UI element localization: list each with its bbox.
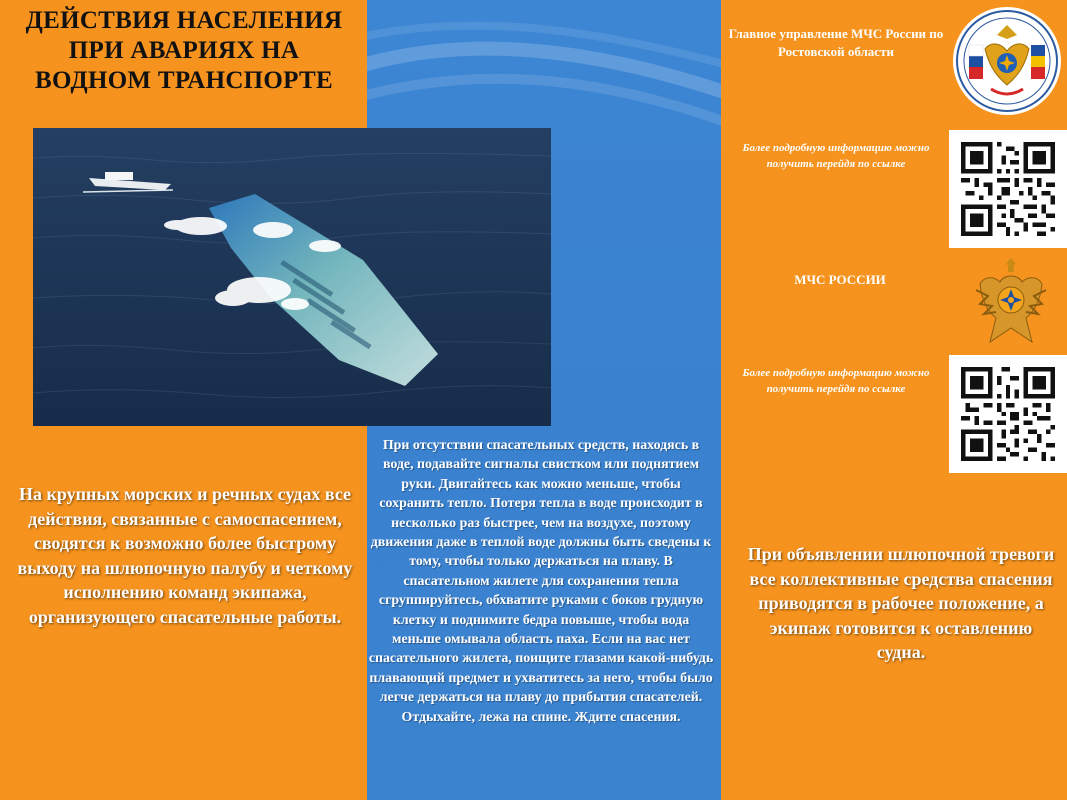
qr-code-2[interactable] [949, 355, 1067, 473]
qr-code-icon [961, 367, 1055, 461]
middle-paragraph: При отсутствии спасательных средств, находясь в воде, подавайте сигналы свистком или поднятием руки. Двигайтесь как можно меньше, чтобы сохранить тепло. Потеря тепла в воде происходит в несколько раз быстрее, чем на воздухе, поэтому движения даже в теплой воде должны быть сведены к тому, чтобы только держаться на плаву. В спасательном жилете для сохранения тепла сгруппируйтесь, обхватите руками с боков грудную клетку и поднимите бедра повыше, чтобы вода меньше омывала область паха. Если на вас нет спасательного жилета, поищите глазами какой-нибудь плавающий предмет и ухватитесь за него, чтобы было легче держаться на плаву до прибытия спасателей. Отдыхайте, лежа на спине. Ждите спасения. [368, 438, 714, 725]
info-text-2: Более подробную информацию можно получить перейдя по ссылке [742, 367, 930, 395]
left-paragraph: На крупных морских и речных судах все действия, связанные с самоспасением, сводятся к возможно более быстрому выходу на шлюпочную палубу и четкому исполнению команд экипажа, организующего спасательные работы. [17, 484, 353, 627]
poster-title [8, 6, 360, 96]
right-paragraph: При объявлении шлюпочной тревоги все коллективные средства спасения приводятся в рабочее положение, а экипаж готовится к оставлению судна. [747, 544, 1055, 663]
info-text-1: Более подробную информацию можно получить перейдя по ссылке [742, 142, 930, 170]
organization-name: Главное управление МЧС России по Ростовской области [728, 26, 944, 59]
capsized-ship-photo [33, 128, 551, 426]
title-line: ПРИ АВАРИЯХ НА [68, 37, 300, 64]
title-line: ВОДНОМ ТРАНСПОРТЕ [34, 67, 334, 94]
mchs-rostov-emblem-icon [951, 5, 1063, 117]
mchs-emblem-icon [974, 254, 1048, 354]
mchs-label: МЧС РОССИИ [794, 272, 886, 287]
title-line: ДЕЙСТВИЯ НАСЕЛЕНИЯ [25, 7, 343, 34]
qr-code-1[interactable] [949, 130, 1067, 248]
qr-code-icon [961, 142, 1055, 236]
